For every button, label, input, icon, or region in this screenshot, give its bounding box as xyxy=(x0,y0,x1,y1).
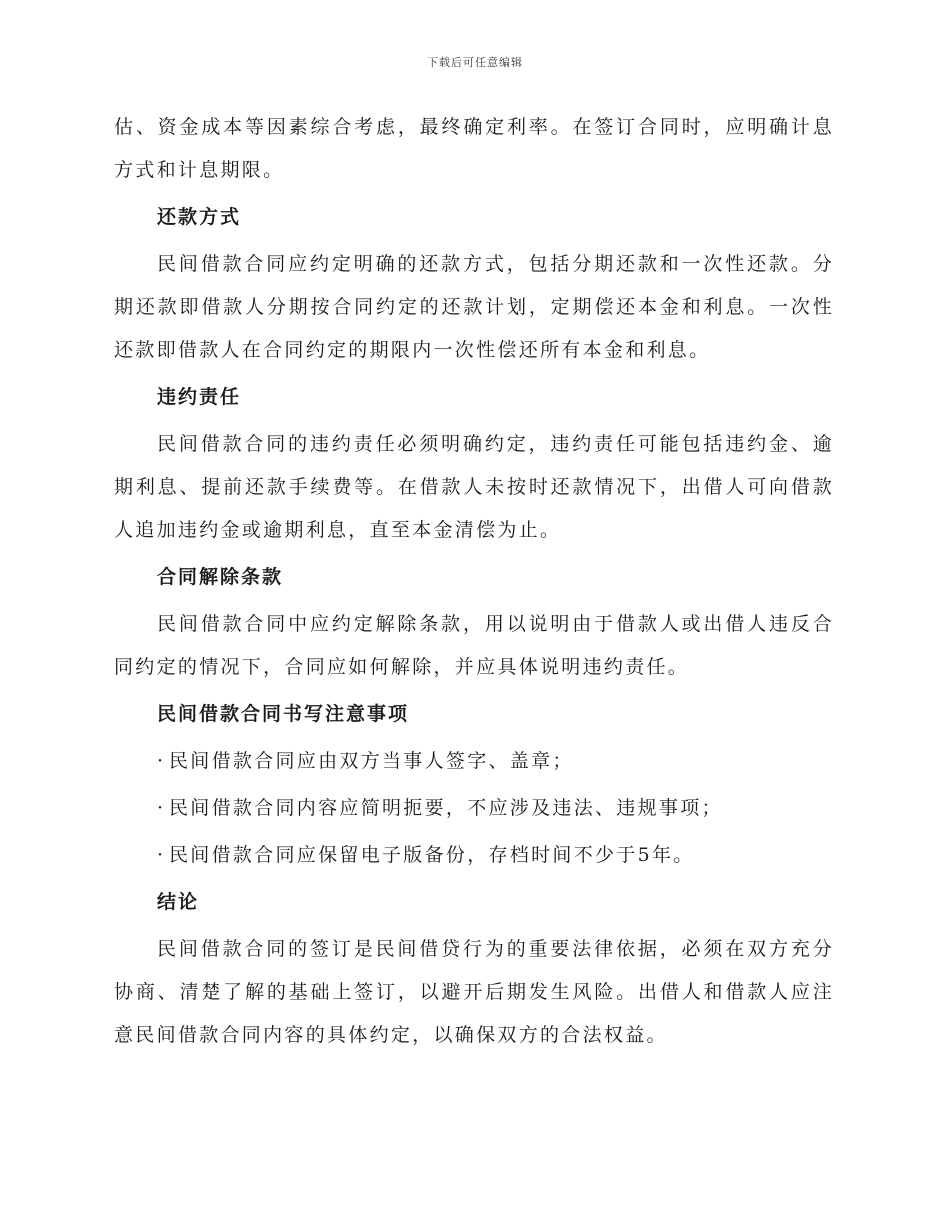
list-item-text: 民间借款合同内容应简明扼要，不应涉及违法、违规事项； xyxy=(169,797,723,819)
paragraph-breach-liability: 民间借款合同的违约责任必须明确约定，违约责任可能包括违约金、逾期利息、提前还款手续费等。在借款人未按时还款情况下，出借人可向借款人追加违约金或逾期利息，直至本金清偿为止。 xyxy=(114,433,834,541)
paragraph-termination-clause: 民间借款合同中应约定解除条款，用以说明由于借款人或出借人违反合同约定的情况下，合同应如何解除，并应具体说明违约责任。 xyxy=(114,613,834,678)
heading-repayment-method: 还款方式 xyxy=(157,206,242,228)
list-item xyxy=(114,834,834,877)
list-item xyxy=(114,787,834,830)
bullet-icon: · xyxy=(157,797,166,819)
document-body xyxy=(114,106,834,1057)
paragraph-conclusion: 民间借款合同的签订是民间借贷行为的重要法律依据，必须在双方充分协商、清楚了解的基础上签订，以避开后期发生风险。出借人和借款人应注意民间借款合同内容的具体约定，以确保双方的合法权益。 xyxy=(114,938,834,1046)
heading-breach-liability: 违约责任 xyxy=(157,386,242,408)
paragraph-interest-continuation: 估、资金成本等因素综合考虑，最终确定利率。在签订合同时，应明确计息方式和计息期限。 xyxy=(114,116,834,181)
heading-termination-clause: 合同解除条款 xyxy=(157,566,284,588)
heading-conclusion: 结论 xyxy=(157,891,200,913)
page-header: 下载后可任意编辑 xyxy=(427,56,523,69)
heading-writing-notes: 民间借款合同书写注意事项 xyxy=(157,703,410,725)
list-item xyxy=(114,740,834,783)
paragraph-repayment-method: 民间借款合同应约定明确的还款方式，包括分期还款和一次性还款。分期还款即借款人分期按合同约定的还款计划，定期偿还本金和利息。一次性还款即借款人在合同约定的期限内一次性偿还所有本金和利息。 xyxy=(114,253,834,361)
list-item-text: 民间借款合同应由双方当事人签字、盖章； xyxy=(169,750,574,772)
bullet-icon: · xyxy=(157,844,166,866)
list-item-text: 民间借款合同应保留电子版备份，存档时间不少于5年。 xyxy=(169,844,695,866)
bullet-icon: · xyxy=(157,750,166,772)
